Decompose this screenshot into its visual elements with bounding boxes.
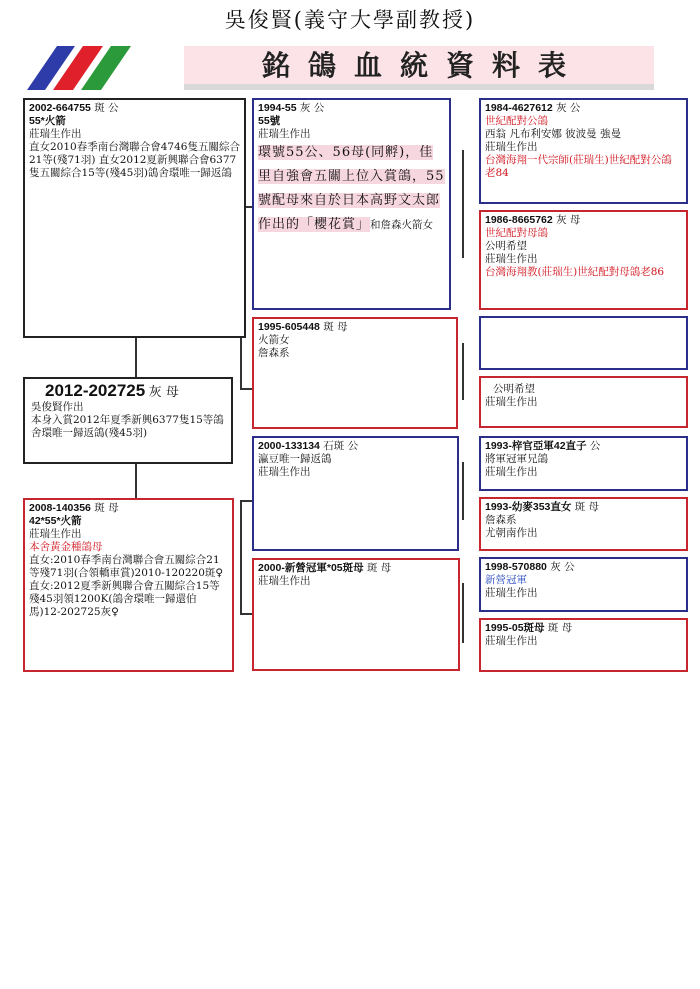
ssd-breeder: 莊瑞生作出 <box>485 253 538 265</box>
sss-sex: 灰 公 <box>556 102 581 114</box>
dd-sex: 斑 母 <box>366 562 392 574</box>
sire-sire-card[interactable] <box>252 98 451 310</box>
dss-sex: 公 <box>589 440 601 452</box>
ssd-sex: 灰 母 <box>556 214 581 226</box>
dds-sex: 灰 公 <box>550 561 575 573</box>
connector-line <box>240 500 252 502</box>
main-sex: 灰 母 <box>148 385 179 400</box>
ss-name: 55號 <box>258 115 281 127</box>
sdd-line-1: 公明希望 <box>493 383 535 395</box>
sss-card[interactable] <box>479 98 688 204</box>
ddd-line-1: 莊瑞生作出 <box>485 635 538 647</box>
connector-line <box>462 343 464 400</box>
ds-line-1: 瀛豆唯一歸返鴿 <box>258 453 332 465</box>
sire-ring: 2002-664755 <box>29 102 91 114</box>
ssd-ring: 1986-8665762 <box>485 214 553 226</box>
connector-line <box>462 150 464 258</box>
dss-card[interactable] <box>479 436 688 491</box>
sd-sex: 斑 母 <box>323 321 348 333</box>
dds-card[interactable] <box>479 557 688 612</box>
sire-sex: 斑 公 <box>94 102 119 114</box>
ds-line-2: 莊瑞生作出 <box>258 466 311 478</box>
ddd-sex: 斑 母 <box>547 622 573 634</box>
dam-breeder: 莊瑞生作出 <box>29 528 82 540</box>
ssd-lineage: 公明希望 <box>485 240 527 252</box>
page-title: 銘鴿血統資料表 <box>261 49 584 82</box>
dam-record-1: 直女:2010春季南台灣聯合會五關綜合21等殘71羽(合領轎車賞)2010-120220斑♀ <box>29 554 224 579</box>
connector-line <box>135 338 137 378</box>
dsd-line-2: 尤朝南作出 <box>485 527 538 539</box>
dam-sex: 斑 母 <box>94 502 119 514</box>
sss-lineage: 西翁 凡布利安娜 彼波曼 強曼 <box>485 128 622 140</box>
ssd-note: 台灣海翔教(莊瑞生)世紀配對母鴿老86 <box>485 266 665 278</box>
ss-highlight-note: 環號55公、56母(同孵)，佳里自強會五關上位入賞鴿，55號配母來自於日本高野文太郎作出的「櫻花賞」 <box>258 145 445 232</box>
main-breeder: 吳俊賢作出 <box>31 401 84 413</box>
dam-record-2: 直女:2012夏季新興聯合會五關綜合15等殘45羽領1200K(鴿舍環唯一歸還伯馬)12-202725灰♀ <box>29 580 220 618</box>
dsd-sex: 斑 母 <box>574 501 600 513</box>
sd-line-2: 詹森系 <box>258 347 290 359</box>
sss-ring: 1984-4627612 <box>485 102 553 114</box>
ssd-card[interactable] <box>479 210 688 310</box>
sire-record: 直女2010春季南台灣聯合會4746隻五關綜合21等(殘71羽) 直女2012夏新興聯合會6377隻五關綜合15等(殘45羽)鴿舍環唯一歸返鴿 <box>29 141 240 179</box>
sds-card[interactable] <box>479 316 688 370</box>
dss-line-2: 莊瑞生作出 <box>485 466 538 478</box>
ddd-card[interactable] <box>479 618 688 672</box>
logo-stripes-icon <box>27 46 167 90</box>
dam-title: 本舍黃金種鴿母 <box>29 541 103 553</box>
dam-ring: 2008-140356 <box>29 502 91 514</box>
ss-ring: 1994-55 <box>258 102 297 114</box>
sss-breeder: 莊瑞生作出 <box>485 141 538 153</box>
sss-title: 世紀配對公鴿 <box>485 115 548 127</box>
connector-line <box>135 463 137 498</box>
ddd-ring: 1995-05斑母 <box>485 622 545 634</box>
ss-breeder: 莊瑞生作出 <box>258 128 311 140</box>
ds-sex: 石斑 公 <box>323 440 359 452</box>
connector-line <box>240 500 242 615</box>
main-pigeon-card[interactable] <box>23 377 233 464</box>
connector-line <box>240 388 252 390</box>
sire-breeder: 莊瑞生作出 <box>29 128 82 140</box>
sdd-card[interactable] <box>479 376 688 428</box>
dsd-card[interactable] <box>479 497 688 551</box>
dds-ring: 1998-570880 <box>485 561 547 573</box>
sire-card[interactable] <box>23 98 246 338</box>
owner-heading: 吳俊賢(義守大學副教授) <box>224 8 476 32</box>
ss-sex: 灰 公 <box>299 102 325 114</box>
dam-name: 42*55*火箭 <box>29 515 82 527</box>
sd-line-1: 火箭女 <box>258 334 290 346</box>
dsd-line-1: 詹森系 <box>485 514 517 526</box>
dds-line-1: 莊瑞生作出 <box>485 587 538 599</box>
ds-ring: 2000-133134 <box>258 440 320 452</box>
dds-title: 新營冠軍 <box>485 574 527 586</box>
sdd-line-2: 莊瑞生作出 <box>485 396 538 408</box>
dsd-ring: 1993-幼麥353直女 <box>485 501 572 513</box>
dd-line-1: 莊瑞生作出 <box>258 575 311 587</box>
connector-line <box>462 583 464 643</box>
connector-line <box>462 462 464 520</box>
sire-name: 55*火箭 <box>29 115 66 127</box>
sd-ring: 1995-605448 <box>258 321 320 333</box>
dam-dam-card[interactable] <box>252 558 460 671</box>
ssd-title: 世紀配對母鴿 <box>485 227 548 239</box>
ss-note-tail: 和詹森火箭女 <box>370 219 434 231</box>
dam-sire-card[interactable] <box>252 436 459 551</box>
main-ring: 2012-202725 <box>45 381 146 400</box>
dd-ring: 2000-新營冠軍*05斑母 <box>258 562 364 574</box>
main-record: 本身入賞2012年夏季新興6377隻15等鴿舍環唯一歸返鴿(殘45羽) <box>31 414 224 439</box>
sss-note: 台灣海翔一代宗師(莊瑞生)世紀配對公鴿老84 <box>485 154 672 179</box>
connector-line <box>240 613 252 615</box>
dss-ring: 1993-梓官亞軍42直子 <box>485 440 587 452</box>
sire-dam-card[interactable] <box>252 317 458 429</box>
dss-line-1: 將軍冠軍兄鴿 <box>485 453 548 465</box>
dam-card[interactable] <box>23 498 234 672</box>
